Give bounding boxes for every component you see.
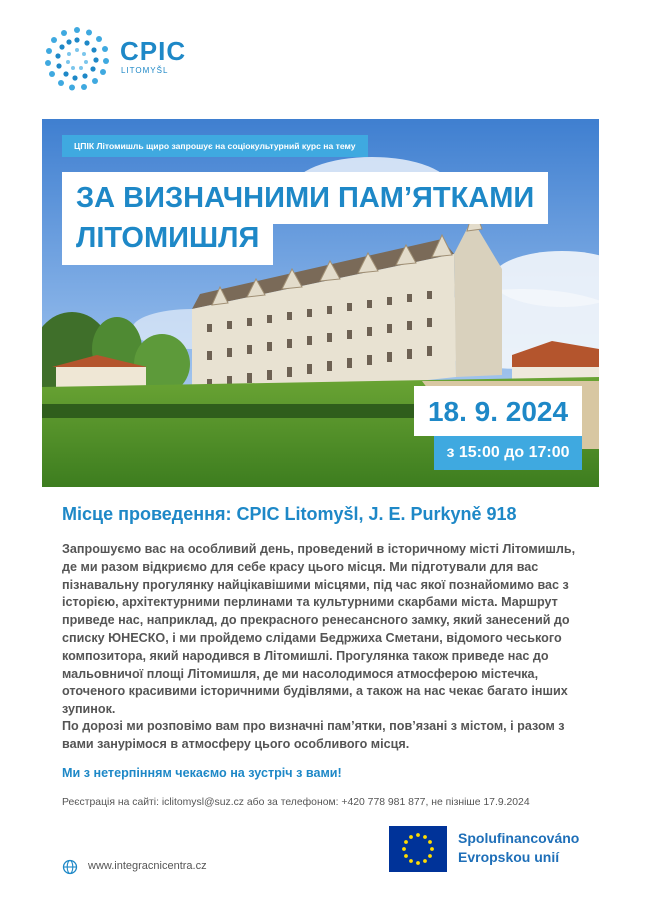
logo-name: CPIC [120,36,187,66]
intro-banner: ЦПІК Літомишль щиро запрошує на соціокультурний курс на тему [62,135,368,157]
logo-subtitle: LITOMYŠL [121,66,169,75]
cpic-logo-icon [44,26,110,92]
eu-label-line-2: Evropskou unií [458,849,560,865]
eu-cofunded-label [458,829,579,867]
description-paragraph-2: По дорозі ми розповімо вам про визначні пам’ятки, пов’язані з містом, і разом з вами занурімося в атмосферу цього особливого місця. [62,719,565,751]
description-paragraph-1: Запрошуємо вас на особливий день, проведений в історичному місті Літомишль, де ми разом відкриємо для себе красу цього місця. Ми підготували для вас пізнавальну прогулянку найцікавішими місцями, під час якої познайомимо вас з історією, архітектурними перлинами та культурними скарбами міста. Маршрут приведе нас, наприклад, до прекрасного ренесансного замку, який занесений до списку ЮНЕСКО, і ми пройдемо слідами Бедржиха Сметани, відомого чеського композитора, який народився в Літомишлі. Прогулянка також приведе нас до мальовничої площі Літомишля, де ми насолодимося атмосферою містечка, оточеного красивими історичними будівлями, а також на нас чекає багато інших зупинок. [62,542,576,717]
eu-flag-icon [389,826,447,872]
title-line-1: ЗА ВИЗНАЧНИМИ ПАМ’ЯТКАМИ [62,172,548,224]
website-link[interactable]: www.integracnicentra.cz [88,860,207,872]
event-time: з 15:00 до 17:00 [434,436,582,470]
registration-info: Реєстрація на сайті: iclitomysl@suz.cz або за телефоном: +420 778 981 877, не пізніше 17.9.2024 [62,797,530,808]
venue-heading: Місце проведення: CPIC Litomyšl, J. E. Purkyně 918 [62,504,517,524]
event-date: 18. 9. 2024 [414,386,582,436]
call-to-action: Ми з нетерпінням чекаємо на зустріч з вами! [62,766,342,780]
globe-icon [62,859,78,875]
title-line-2: ЛІТОМИШЛЯ [62,217,273,265]
eu-label-line-1: Spolufinancováno [458,830,580,846]
